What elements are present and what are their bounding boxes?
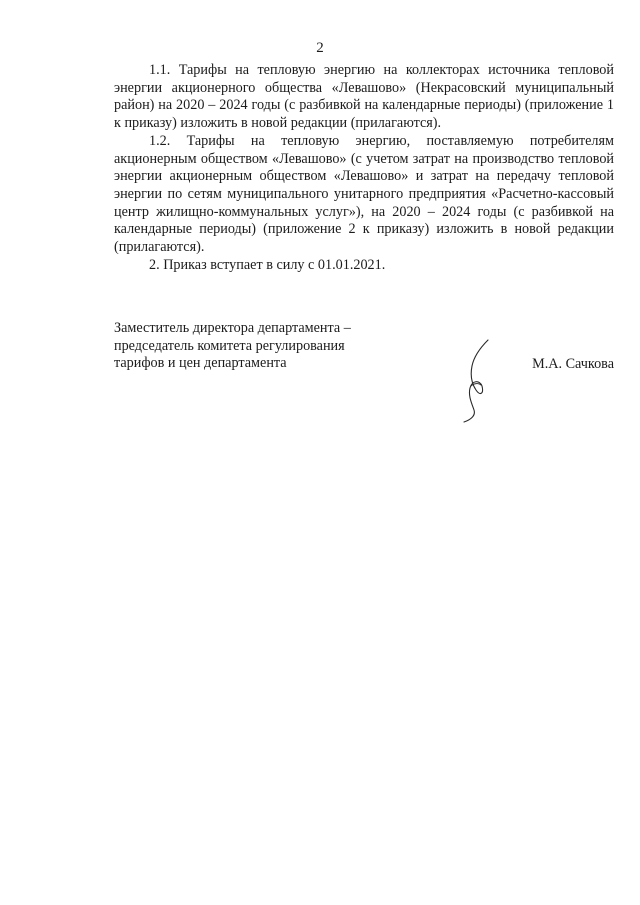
page-number: 2 xyxy=(316,40,324,56)
paragraph-1-2: 1.2. Тарифы на тепловую энергию, поставляемую потребителям акционерным обществом «Левашово» (с учетом затрат на производство тепловой энергии акционерным обществом «Левашово» и затрат на передачу тепловой энергии по сетям муниципального унитарного предприятия «Расчетно-кассовый центр жилищно-коммунальных услуг»), на 2020 – 2024 годы (с разбивкой на календарные периоды) (приложение 2 к приказу) изложить в новой редакции (прилагаются). xyxy=(114,132,614,256)
signatory-title-line: Заместитель директора департамента – xyxy=(114,320,351,336)
handwritten-signature xyxy=(450,336,500,424)
document-body xyxy=(114,62,614,274)
signatory-name: М.А. Сачкова xyxy=(532,356,614,372)
signatory-title-line: тарифов и цен департамента xyxy=(114,355,287,372)
paragraph-1-1: 1.1. Тарифы на тепловую энергию на коллекторах источника тепловой энергии акционерного общества «Левашово» (Некрасовский муниципальный район) на 2020 – 2024 годы (с разбивкой на календарные периоды) (приложение 1 к приказу) изложить в новой редакции (прилагаются). xyxy=(114,62,614,132)
paragraph-2: 2. Приказ вступает в силу с 01.01.2021. xyxy=(149,256,386,273)
signatory-title-line: председатель комитета регулирования xyxy=(114,337,345,354)
signatory-title xyxy=(114,320,414,373)
